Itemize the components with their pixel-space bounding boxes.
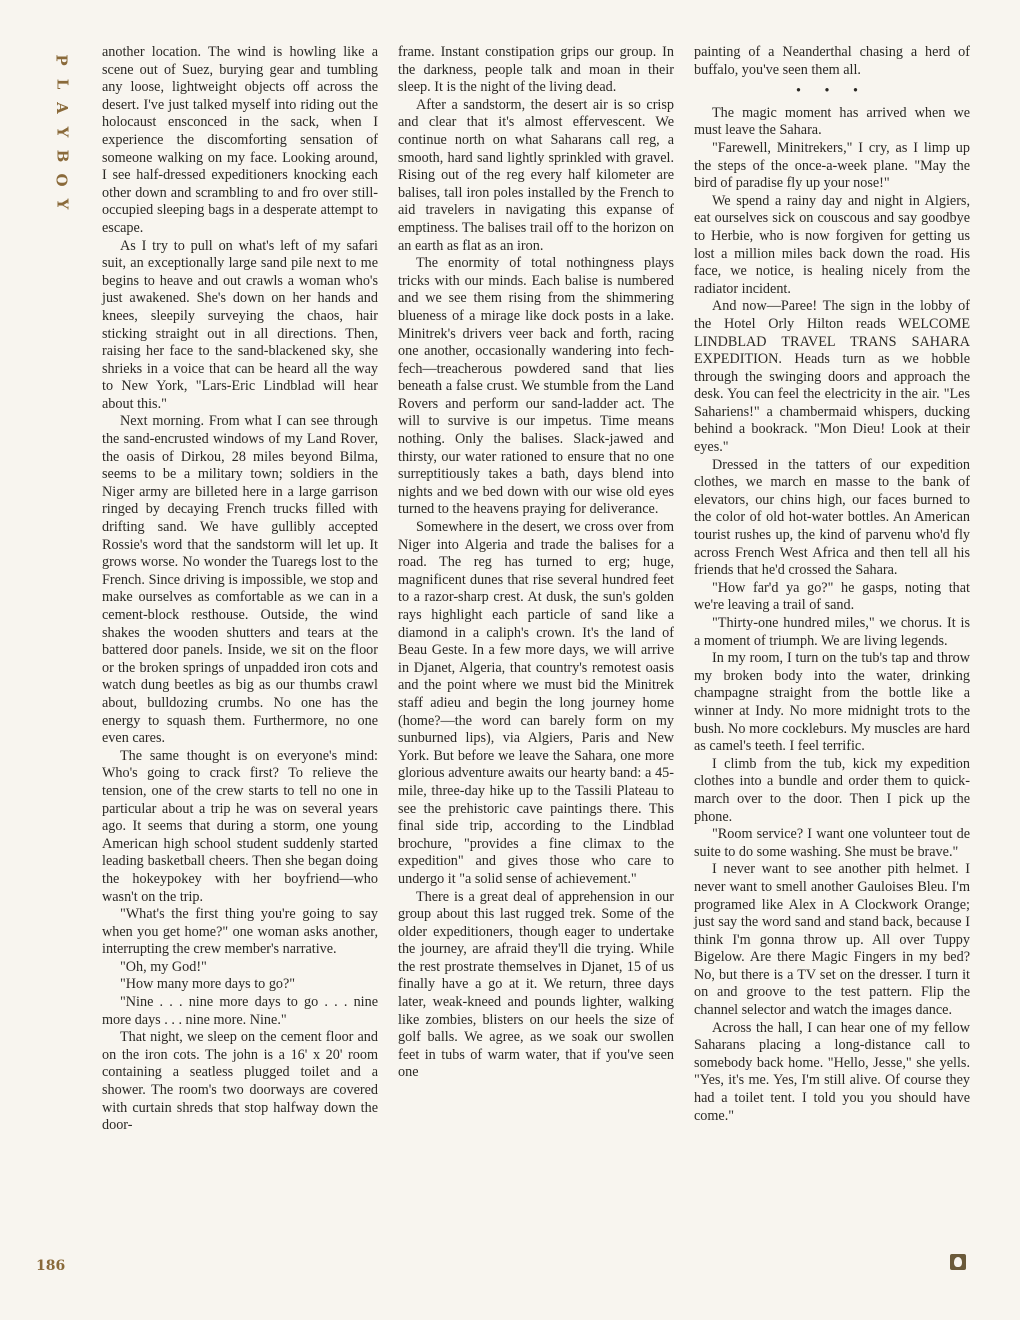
paragraph: As I try to pull on what's left of my safari suit, an exceptionally large sand pile next to me begins to heave and out crawls a woman who's just awakened. She's down on her hands and knees, sleepily surveying the chaos, hair sticking straight out in all directions. Then, raising her face to the sand-blackened sky, she shrieks in a voice that can be heard all the way to New York, "Lars-Eric Lindblad will hear about this." [102, 237, 378, 412]
magazine-letter: O [52, 173, 71, 187]
paragraph: In my room, I turn on the tub's tap and throw my broken body into the water, drinking champagne straight from the bottle like a winner at Indy. No more midnight trots to the bush. No more cockleburs. My muscles are hard as camel's teeth. I feel terrific. [694, 650, 970, 755]
text-column-3 [694, 44, 970, 1125]
paragraph: "What's the first thing you're going to say when you get home?" one woman asks another, interrupting the crew member's narrative. [102, 906, 378, 958]
page-number: 186 [36, 1258, 66, 1274]
paragraph: There is a great deal of apprehension in our group about this last rugged trek. Some of the older expeditioners, though eager to undertake the journey, are afraid they'll die trying. While the rest prostrate themselves in Djanet, 15 of us finally have a go at it. We return, three days later, weak-kneed and pounds lighter, walking like zombies, blisters on our heels the size of golf balls. We agree, as we soak our swollen feet in tubs of warm water, that if you've seen one [398, 888, 674, 1081]
paragraph: frame. Instant constipation grips our group. In the darkness, people talk and moan in their sleep. It is the night of the living dead. [398, 44, 674, 96]
paragraph: Next morning. From what I can see through the sand-encrusted windows of my Land Rover, the oasis of Dirkou, 28 miles beyond Bilma, seems to be a military town; soldiers in the Niger army are billeted here in a large garrison ringed by decaying French trucks filled with drifting sand. We have gullibly accepted Rossie's word that the sandstorm will let up. It grows worse. No wonder the Tuaregs lost to the French. Since driving is impossible, we stop and make ourselves as comfortable as we can in a cement-block resthouse. Outside, the wind shakes the wooden shutters and tears at the battered door panels. Inside, we sit on the floor or the broken springs of unpadded iron cots and watch dung beetles as big as our thumbs crawl about, bulldozing crumbs. No one has the energy to squash them. Furthermore, no one even cares. [102, 413, 378, 747]
paragraph: We spend a rainy day and night in Algiers, eat ourselves sick on couscous and say goodbye to Herbie, who is now forgiven for getting us lost a million miles back down the road. His face, we notice, is healing nicely from the radiator incident. [694, 192, 970, 297]
paragraph: Dressed in the tatters of our expedition clothes, we march en masse to the bank of elevators, our chins high, our faces burned to the color of old hot-water bottles. An American tourist rushes up, the kind of parvenu who'd fly across French West Africa and then tell all his friends that he'd crossed the Sahara. [694, 456, 970, 579]
text-column-1 [102, 44, 378, 1135]
magazine-letter: A [52, 102, 71, 114]
paragraph: Somewhere in the desert, we cross over from Niger into Algeria and trade the balises for a road. The reg has turned to erg; huge, magnificent dunes that rise several hundred feet to a razor-sharp crest. At dusk, the sun's golden rays highlight each particle of sand like a diamond in a caliph's crown. It's the land of Beau Geste. In a few more days, we will arrive in Djanet, Algeria, that country's remotest oasis and the point where we must bid the Minitrek staff adieu and begin the long journey home (home?—the word can barely form on my sunburned lips), via Algiers, Paris and New York. But before we leave the Sahara, one more glorious adventure awaits our hearty band: a 45-mile, three-day hike up to the Tassili Plateau to see the prehistoric cave paintings there. This final side trip, according to the Lindblad brochure, "provides a fine climax to the expedition" and gives those who care to undergo it "a solid sense of achievement." [398, 519, 674, 887]
paragraph: painting of a Neanderthal chasing a herd of buffalo, you've seen them all. [694, 44, 970, 78]
paragraph: Across the hall, I can hear one of my fellow Saharans placing a long-distance call to somebody back home. "Hello, Jesse," she yells. "Yes, it's me. Yes, I'm still alive. Of course they had a toilet tent. I told you you should have come." [694, 1019, 970, 1124]
paragraph: another location. The wind is howling like a scene out of Suez, burying gear and tumbling any loose, lightweight objects off across the desert. I've just talked myself into riding out the holocaust ensconced in the sack, when I experience the discomforting sensation of someone walking on my face. Looking around, I see half-dressed expeditioners knocking each other down and scrambling to and fro over still-occupied sleeping bags in a desperate attempt to escape. [102, 44, 378, 236]
paragraph: I climb from the tub, kick my expedition clothes into a bundle and order them to quick-march over to the door. Then I pick up the phone. [694, 755, 970, 825]
paragraph: The same thought is on everyone's mind: Who's going to crack first? To relieve the tension, one of the crew starts to tell no one in particular about a trip he was on several years ago. It seems that during a storm, one young American high school student suddenly started leading basketball cheers. Then she began doing the hokeypokey with her boyfriend—who wasn't on the trip. [102, 747, 378, 905]
paragraph: And now—Paree! The sign in the lobby of the Hotel Orly Hilton reads WELCOME LINDBLAD TRAVEL TRANS SAHARA EXPEDITION. Heads turn as we hobble through the swinging doors and approach the desk. You can feel the electricity in the air. "Les Sahariens!" a chambermaid whispers, ducking behind a bookrack. "Mon Dieu! Look at their eyes." [694, 298, 970, 456]
magazine-letter: Y [53, 126, 71, 138]
paragraph: "Thirty-one hundred miles," we chorus. It is a moment of triumph. We are living legends. [694, 615, 970, 649]
paragraph: "Room service? I want one volunteer tout de suite to do some washing. She must be brave." [694, 826, 970, 860]
paragraph: • • • [796, 83, 868, 100]
paragraph: "How many more days to go?" [120, 976, 296, 993]
paragraph: "Farewell, Minitrekers," I cry, as I limp up the steps of the once-a-week plane. "May the bird of paradise fly up your nose!" [694, 139, 970, 192]
paragraph: "Oh, my God!" [120, 958, 207, 975]
paragraph: "How far'd ya go?" he gasps, noting that we're leaving a trail of sand. [694, 579, 970, 614]
magazine-name-vertical [46, 48, 78, 216]
paragraph: The magic moment has arrived when we must leave the Sahara. [694, 104, 970, 139]
magazine-letter: L [52, 78, 71, 90]
paragraph: That night, we sleep on the cement floor and on the iron cots. The john is a 16' x 20' room containing a seatless plugged toilet and a shower. The room's two doorways are covered with curtain shreds that stop halfway down the door- [102, 1029, 378, 1134]
rabbit-logo-icon [950, 1254, 966, 1270]
paragraph: "Nine . . . nine more days to go . . . nine more days . . . nine more. Nine." [102, 994, 378, 1028]
magazine-letter: Y [53, 198, 71, 210]
magazine-letter: P [53, 54, 71, 66]
text-column-2 [398, 44, 674, 1082]
paragraph: I never want to see another pith helmet. I never want to smell another Gauloises Bleu. I'm programed like Alex in A Clockwork Orange; just say the word sand and stand back, because I think I'm gonna throw up. All over Tuppy Bigelow. Are there Magic Fingers in my bed? No, but there is a TV set on the dresser. I turn it on and groove to the test pattern. Flip the channel selector and watch the images dance. [694, 861, 970, 1019]
paragraph: After a sandstorm, the desert air is so crisp and clear that it's almost effervescent. We continue north on what Saharans call reg, a smooth, hard sand lightly sprinkled with gravel. Rising out of the reg every half kilometer are balises, tall iron poles installed by the French to aid travelers in navigating this expanse of emptiness. The balises trail off to the horizon on an earth as flat as an iron. [398, 96, 674, 254]
magazine-letter: B [53, 149, 71, 163]
paragraph: The enormity of total nothingness plays tricks with our minds. Each balise is numbered and we see them rising from the shimmering blueness of a mirage like dock posts in a lake. Minitrek's drivers veer back and forth, racing one another, occasionally wandering into fech-fech—treacherous powdered sand that lies beneath a false crust. We stumble from the Land Rovers and perform our sand-ladder act. The will to survive is our impetus. Time means nothing. Only the balises. Slack-jawed and thirsty, our water rationed to ensure that no one surreptitiously takes a bath, days blend into nights and we bed down with our wise old eyes turned to the heavens praying for deliverance. [398, 255, 674, 518]
